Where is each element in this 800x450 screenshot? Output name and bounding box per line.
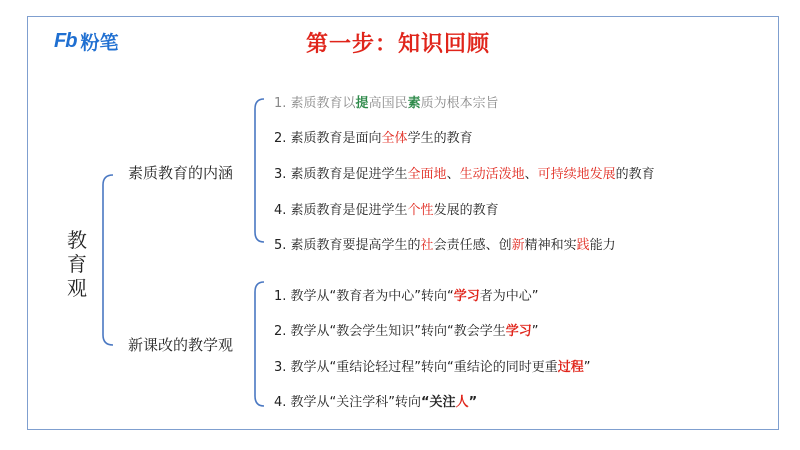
item-text-segment: 质为根本宗旨 <box>420 96 499 111</box>
branch2-brace <box>255 282 264 406</box>
logo-text: 粉笔 <box>80 33 119 54</box>
item-text-segment: 者为中心” <box>479 289 539 304</box>
list-item <box>274 356 591 375</box>
item-text-segment: 素 <box>407 96 421 111</box>
item-text-segment: 全面地 <box>407 167 447 182</box>
item-text-segment: 能力 <box>589 238 616 253</box>
list-item <box>274 320 539 339</box>
item-text-segment: 发展的教育 <box>433 203 499 218</box>
item-text-segment: 过程 <box>557 360 584 375</box>
list-item <box>274 163 655 182</box>
item-text-segment: 新 <box>511 238 525 253</box>
branch-new-curriculum: 新课改的教学观 <box>128 336 234 354</box>
branch1-brace <box>255 99 264 242</box>
item-text-segment: ” <box>583 360 591 375</box>
item-text-segment: 践 <box>576 238 590 253</box>
item-text-segment: 学习 <box>505 324 532 339</box>
item-text-segment: 可持续地发展 <box>537 167 616 182</box>
list-item <box>274 92 499 111</box>
item-text-segment: 、 <box>524 167 538 182</box>
item-text-segment: ” <box>531 324 539 339</box>
item-text-segment: 高国民 <box>368 96 408 111</box>
slide-title: 第一步：知识回顾 <box>306 31 491 57</box>
list-item <box>274 391 477 410</box>
item-text-segment: 提 <box>355 96 369 111</box>
item-text-segment: 3. 素质教育是促进学生 <box>274 167 408 182</box>
item-text-segment: 2. 教学从“教会学生知识”转向“教会学生 <box>274 324 506 339</box>
item-text-segment: 4. 素质教育是促进学生 <box>274 203 408 218</box>
root-brace <box>103 175 113 345</box>
item-text-segment: 3. 教学从“重结论轻过程”转向“重结论的同时更重 <box>274 360 558 375</box>
item-text-segment: 精神和实 <box>524 238 577 253</box>
item-text-segment: ” <box>468 395 478 410</box>
root-node: 教育观 <box>67 228 87 300</box>
item-text-segment: 学习 <box>453 289 480 304</box>
item-text-segment: 、 <box>446 167 460 182</box>
item-text-segment: 全体 <box>381 131 408 146</box>
item-text-segment: 2. 素质教育是面向 <box>274 131 382 146</box>
item-text-segment: 社 <box>420 238 434 253</box>
item-text-segment: 人 <box>455 395 469 410</box>
item-text-segment: 会责任感、创 <box>433 238 512 253</box>
item-text-segment: “关注 <box>421 395 456 410</box>
item-text-segment: 5. 素质教育要提高学生的 <box>274 238 421 253</box>
item-text-segment: 4. 教学从“关注学科”转向 <box>274 395 422 410</box>
list-item <box>274 127 473 146</box>
logo-mark: Fb <box>54 30 77 52</box>
item-text-segment: 生动活泼地 <box>459 167 525 182</box>
branch-quality-education: 素质教育的内涵 <box>128 164 234 182</box>
item-text-segment: 学生的教育 <box>407 131 473 146</box>
list-item <box>274 234 616 253</box>
item-text-segment: 个性 <box>407 203 434 218</box>
list-item <box>274 199 499 218</box>
item-text-segment: 的教育 <box>615 167 655 182</box>
item-text-segment: 1. 教学从“教育者为中心”转向“ <box>274 289 454 304</box>
item-text-segment: 1. 素质教育以 <box>274 96 356 111</box>
list-item <box>274 285 539 304</box>
